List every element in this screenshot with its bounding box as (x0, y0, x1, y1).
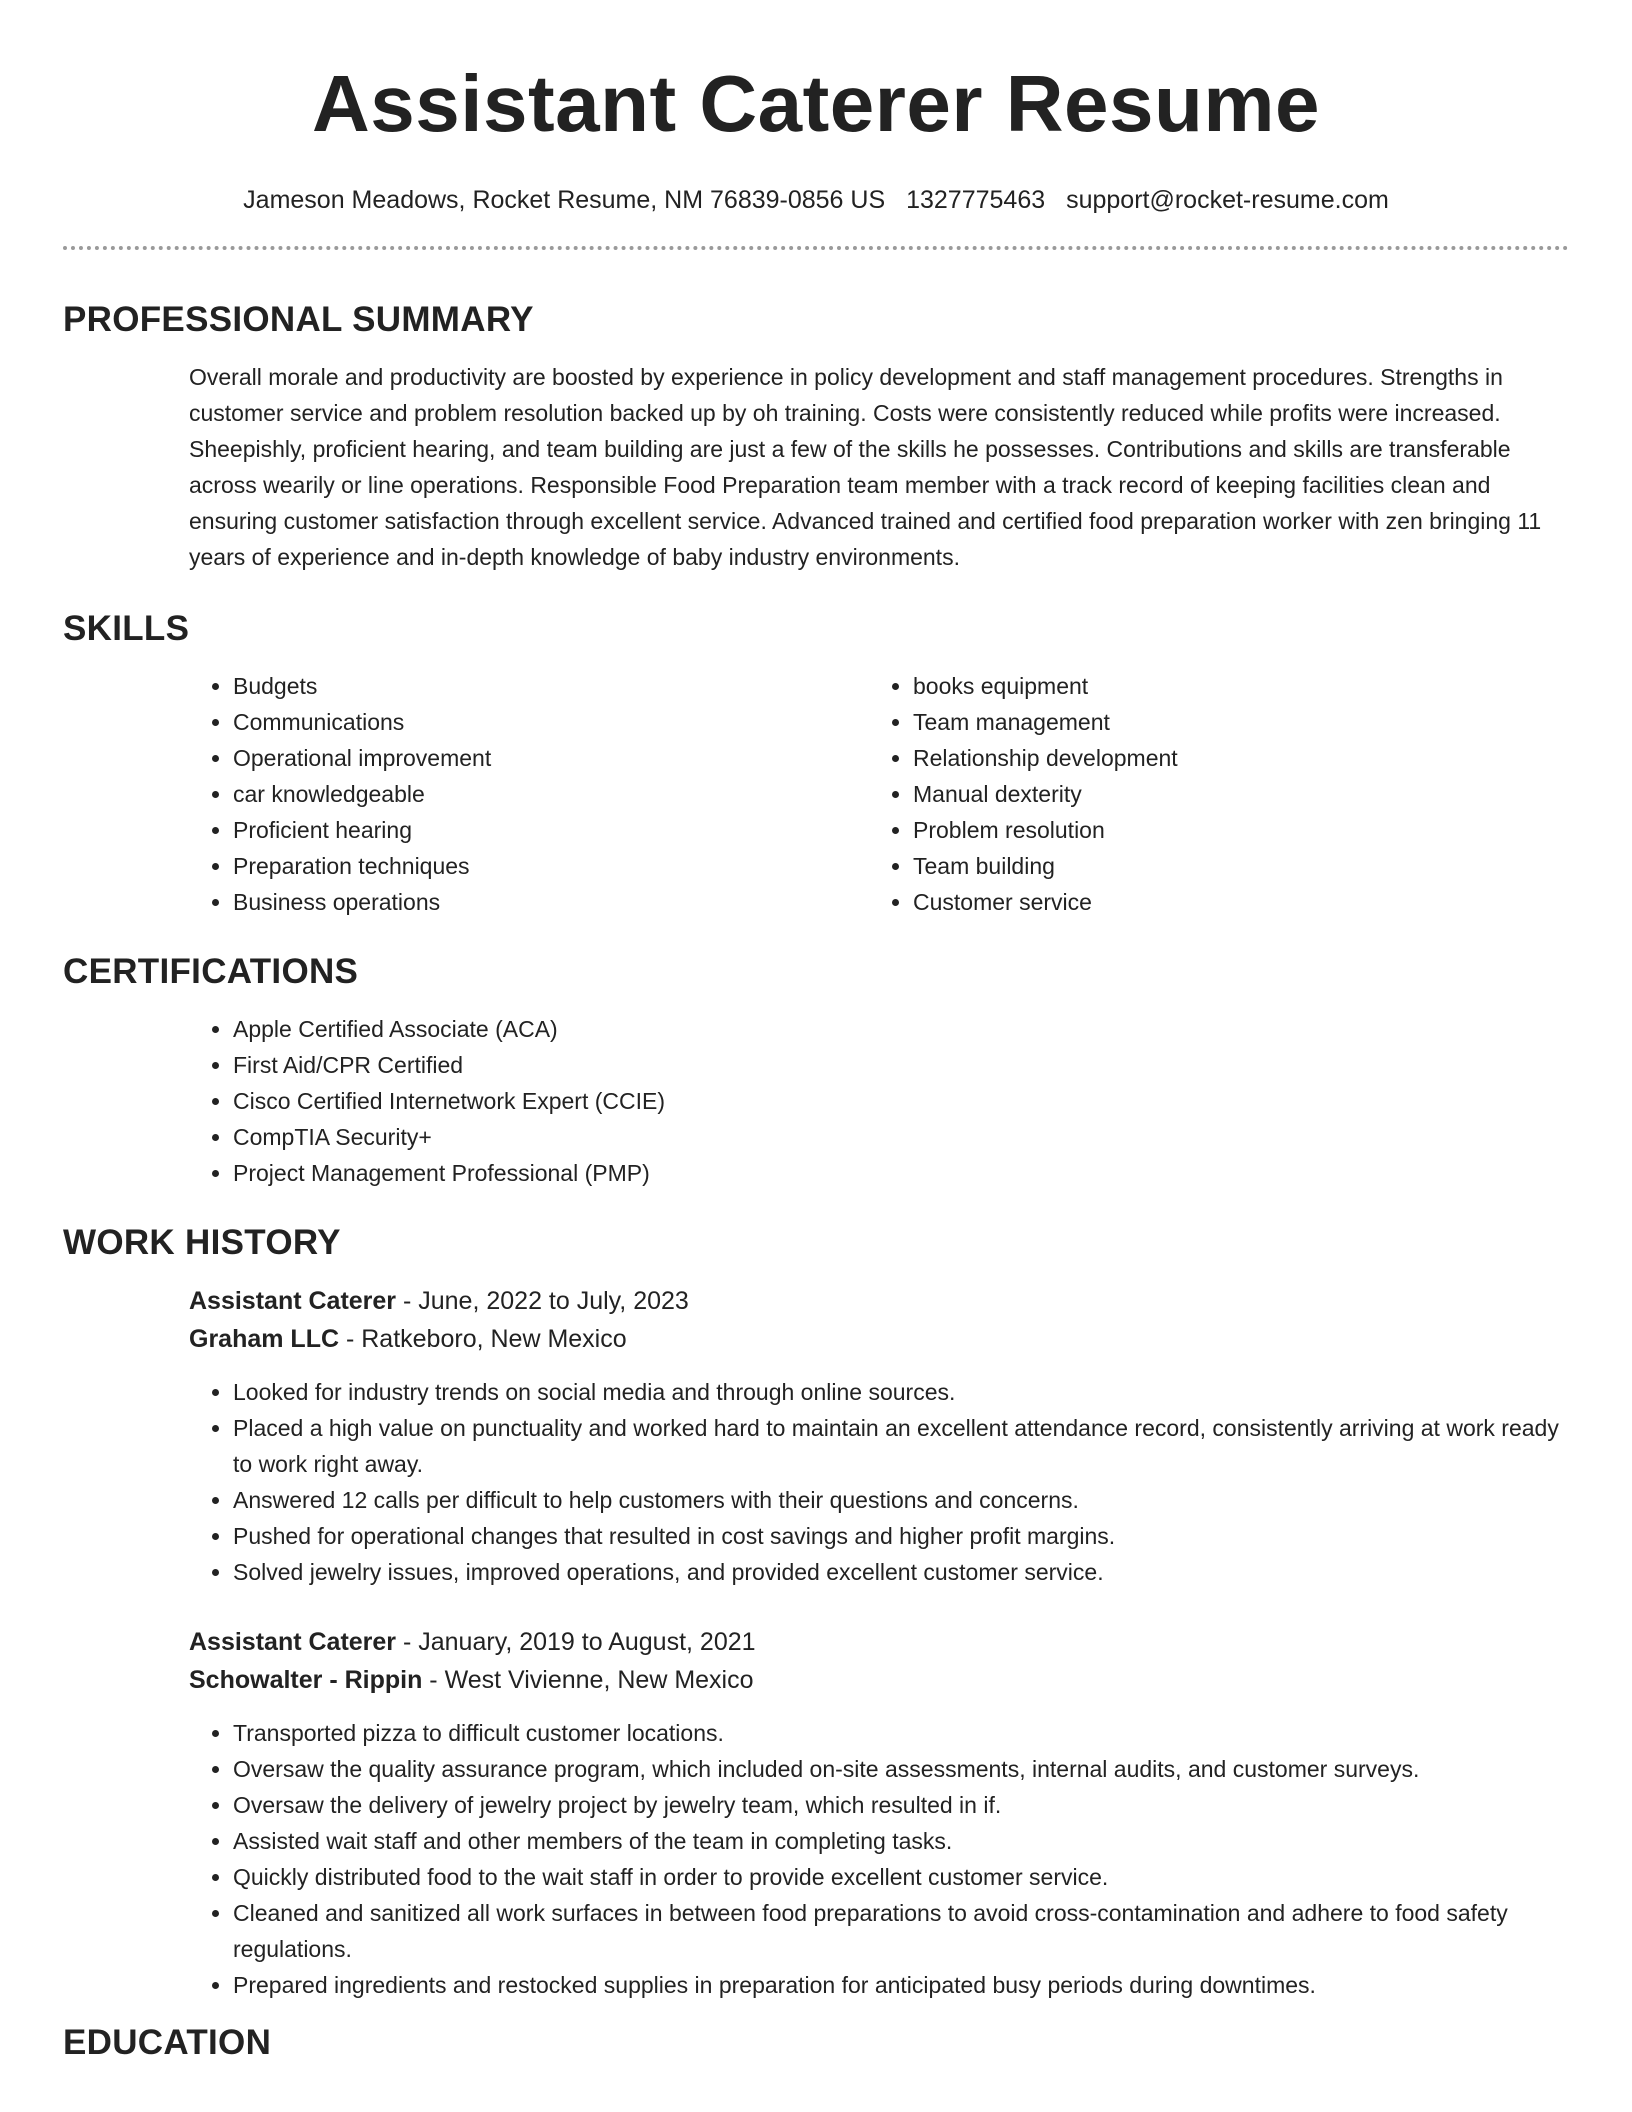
contact-line (63, 188, 1569, 213)
job-entry (189, 1282, 1569, 1590)
job-bullet: • Solved jewelry issues, improved operations, and provided excellent customer service. (233, 1554, 1569, 1590)
contact-address: Jameson Meadows, Rocket Resume, NM 76839-0856 US (243, 186, 886, 214)
job-bullets (189, 1715, 1569, 2003)
job-company: Schowalter - Rippin (189, 1666, 423, 1694)
skill-item: • Team building (913, 848, 1549, 884)
work-history-heading: WORK HISTORY (63, 1223, 341, 1262)
job-dates: - January, 2019 to August, 2021 (396, 1628, 756, 1656)
skill-item: • Preparation techniques (233, 848, 869, 884)
job-company-line (189, 1661, 1569, 1699)
contact-email: support@rocket-resume.com (1066, 186, 1389, 214)
contact-phone: 1327775463 (906, 186, 1046, 214)
skills-list-right (869, 668, 1549, 920)
summary-text: Overall morale and productivity are boosted by experience in policy development and staff management procedures. Strengths in customer service and problem resolution backed up by oh training. Costs were consistently reduced while profits were increased. Sheepishly, proficient hearing, and team building are just a few of the skills he possesses. Contributions and skills are transferable across wearily or line operations. Responsible Food Preparation team member with a track record of keeping facilities clean and ensuring customer satisfaction through excellent service. Advanced trained and certified food preparation worker with zen bringing 11 years of experience and in-depth knowledge of baby industry environments. (189, 364, 1542, 570)
certification-item: • CompTIA Security+ (233, 1119, 1569, 1155)
skill-item: • Proficient hearing (233, 812, 869, 848)
skill-item: • Customer service (913, 884, 1549, 920)
certification-item: • First Aid/CPR Certified (233, 1047, 1569, 1083)
job-entry (189, 1623, 1569, 2003)
job-company: Graham LLC (189, 1325, 340, 1353)
job-bullet: • Looked for industry trends on social media and through online sources. (233, 1374, 1569, 1410)
job-company-line (189, 1320, 1569, 1358)
skill-item: • Business operations (233, 884, 869, 920)
work-history-section (63, 1282, 1569, 2003)
job-bullets (189, 1374, 1569, 1590)
resume-title: Assistant Caterer Resume (312, 59, 1320, 148)
job-location: - West Vivienne, New Mexico (422, 1666, 754, 1694)
skills-list-left (189, 668, 869, 920)
job-bullet: • Cleaned and sanitized all work surfaces in between food preparations to avoid cross-contamination and adhere to food safety regulations. (233, 1895, 1569, 1967)
job-bullet: • Oversaw the quality assurance program, which included on-site assessments, internal audits, and customer surveys. (233, 1751, 1569, 1787)
job-title-line (189, 1282, 1569, 1320)
skill-item: • Communications (233, 704, 869, 740)
job-bullet: • Placed a high value on punctuality and worked hard to maintain an excellent attendance record, consistently arriving at work ready to work right away. (233, 1410, 1569, 1482)
job-title: Assistant Caterer (189, 1287, 397, 1315)
job-bullet: • Prepared ingredients and restocked supplies in preparation for anticipated busy periods during downtimes. (233, 1967, 1569, 2003)
skill-item: • Budgets (233, 668, 869, 704)
job-bullet: • Pushed for operational changes that resulted in cost savings and higher profit margins. (233, 1518, 1569, 1554)
summary-heading: PROFESSIONAL SUMMARY (63, 300, 534, 339)
summary-section (63, 359, 1569, 575)
job-title-line (189, 1623, 1569, 1661)
job-bullet: • Answered 12 calls per difficult to help customers with their questions and concerns. (233, 1482, 1569, 1518)
skills-section (63, 668, 1569, 920)
skill-item: • Problem resolution (913, 812, 1549, 848)
skill-item: • car knowledgeable (233, 776, 869, 812)
certifications-section (63, 1011, 1569, 1191)
job-bullet: • Oversaw the delivery of jewelry project by jewelry team, which resulted in if. (233, 1787, 1569, 1823)
skill-item: • Operational improvement (233, 740, 869, 776)
skills-grid (189, 668, 1569, 920)
skill-item: • Manual dexterity (913, 776, 1549, 812)
certifications-list (189, 1011, 1569, 1191)
job-title: Assistant Caterer (189, 1628, 397, 1656)
job-dates: - June, 2022 to July, 2023 (396, 1287, 689, 1315)
skills-column-right (869, 668, 1549, 920)
job-location: - Ratkeboro, New Mexico (339, 1325, 627, 1353)
skills-column-left (189, 668, 869, 920)
certification-item: • Apple Certified Associate (ACA) (233, 1011, 1569, 1047)
certification-item: • Cisco Certified Internetwork Expert (CCIE) (233, 1083, 1569, 1119)
job-bullet: • Quickly distributed food to the wait staff in order to provide excellent customer service. (233, 1859, 1569, 1895)
skill-item: • Relationship development (913, 740, 1549, 776)
skill-item: • Team management (913, 704, 1549, 740)
certifications-heading: CERTIFICATIONS (63, 952, 359, 991)
header-divider (63, 246, 1569, 250)
job-bullet: • Assisted wait staff and other members of the team in completing tasks. (233, 1823, 1569, 1859)
certification-item: • Project Management Professional (PMP) (233, 1155, 1569, 1191)
education-heading: EDUCATION (63, 2023, 272, 2062)
skills-heading: SKILLS (63, 609, 190, 648)
skill-item: • books equipment (913, 668, 1549, 704)
job-bullet: • Transported pizza to difficult customer locations. (233, 1715, 1569, 1751)
